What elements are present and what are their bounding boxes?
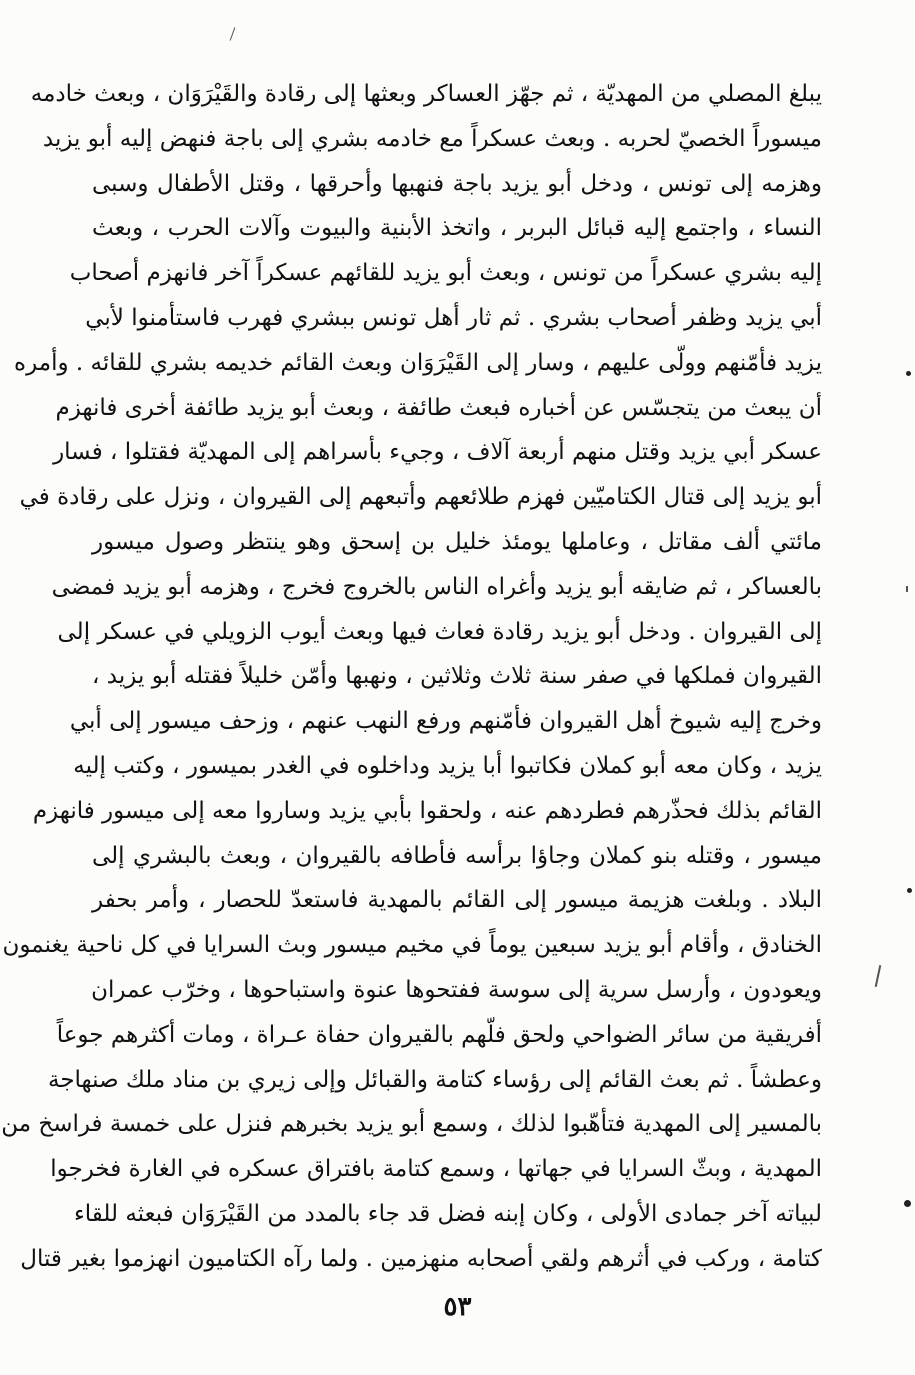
text-line-11: مائتي ألف مقاتل ، وعاملها يومئذ خليل بن إسحق وهو ينتظر وصول ميسور xyxy=(92,528,822,555)
text-line-26: لبياته آخر جمادى الأولى ، وكان إبنه فضل قد جاء بالمدد من القَيْرَوَان فبعثه للقاء xyxy=(73,1200,822,1227)
text-line-1: يبلغ المصلي من المهديّة ، ثم جهّز العساكر وبعثها إلى رقادة والقَيْرَوَان ، وبعث خادمه xyxy=(30,81,822,107)
text-line-20: الخنادق ، وأقام أبو يزيد سبعين يوماً في مخيم ميسور وبث السرايا في كل ناحية يغنمون xyxy=(2,932,822,959)
text-line-8: أن يبعث من يتجسّس عن أخباره فبعث طائفة ، وبعث أبو يزيد طائفة أخرى فانهزم xyxy=(55,394,822,421)
text-line-12: بالعساكر ، ثم ضايقه أبو يزيد وأغراه الناس بالخروج فخرج ، وهزمه أبو يزيد فمضى xyxy=(51,573,822,600)
text-line-2: ميسوراً الخصيّ لحربه . وبعث عسكراً مع خادمه بشري إلى باجة فنهض إليه أبو يزيد xyxy=(42,125,822,152)
text-line-23: وعطشاً . ثم بعث القائم إلى رؤساء كتامة والقبائل وإلى زيري بن مناد ملك صنهاجة xyxy=(47,1066,822,1093)
margin-speck-mark xyxy=(230,27,236,40)
text-line-13: إلى القيروان . ودخل أبو يزيد رقادة فعاث فيها وبعث أيوب الزويلي في عسكر إلى xyxy=(57,618,822,645)
text-line-4: النساء ، واجتمع إليه قبائل البربر ، واتخذ الأبنية والبيوت وآلات الحرب ، وبعث xyxy=(92,215,822,242)
text-line-21: ويعودون ، وأرسل سرية إلى سوسة ففتحوها عنوة واستباحوها ، وخرّب عمران xyxy=(91,976,822,1003)
margin-dot-mark xyxy=(904,1200,911,1207)
body-text xyxy=(1,72,823,1282)
margin-speck-mark xyxy=(875,965,882,987)
text-line-3: وهزمه إلى تونس ، ودخل أبو يزيد باجة فنهبها وأحرقها ، وقتل الأطفال وسبى xyxy=(92,170,823,197)
text-line-14: القيروان فملكها في صفر سنة ثلاث وثلاثين ، ونهبها وأمّن خليلاً فقتله أبو يزيد ، xyxy=(92,663,822,690)
text-line-24: بالمسير إلى المهدية فتأهّبوا لذلك ، وسمع أبو يزيد بخبرهم فنزل على خمسة فراسخ من xyxy=(1,1111,822,1138)
text-line-9: عسكر أبي يزيد وقتل منهم أربعة آلاف ، وجيء بأسراهم إلى المهديّة فقتلوا ، فسار xyxy=(53,439,822,466)
text-line-6: أبي يزيد وظفر أصحاب بشري . ثم ثار أهل تونس ببشري فهرب فاستأمنوا لأبي xyxy=(85,304,822,331)
text-line-25: المهدية ، وبثّ السرايا في جهاتها ، وسمع كتامة بافتراق عسكره في الغارة فخرجوا xyxy=(50,1156,822,1183)
text-line-19: البلاد . وبلغت هزيمة ميسور إلى القائم بالمهدية فاستعدّ للحصار ، وأمر بحفر xyxy=(92,887,822,914)
text-line-17: القائم بذلك فحذّرهم فطردهم عنه ، ولحقوا بأبي يزيد وساروا معه إلى ميسور فانهزم xyxy=(32,797,822,824)
text-line-10: أبو يزيد إلى قتال الكتاميّين فهزم طلائعهم وأتبعهم إلى القيروان ، ونزل على رقادة في xyxy=(19,484,822,511)
text-line-16: يزيد ، وكان معه أبو كملان فكاتبوا أبا يزيد وداخلوه في الغدر بميسور ، وكتب إليه xyxy=(73,752,822,779)
text-line-18: ميسور ، وقتله بنو كملان وجاؤا برأسه فأطافه بالقيروان ، وبعث بالبشري إلى xyxy=(92,842,822,869)
text-line-5: إليه بشري عسكراً من تونس ، وبعث أبو يزيد للقائهم عسكراً آخر فانهزم أصحاب xyxy=(69,260,822,287)
margin-dot-mark xyxy=(906,371,911,376)
text-line-27: كتامة ، وركب في أثرهم ولقي أصحابه منهزمين . ولما رآه الكتاميون انهزموا بغير قتال xyxy=(20,1245,822,1272)
page-number: ٥٣ xyxy=(443,1292,472,1322)
text-line-22: أفريقية من سائر الضواحي ولحق فلّهم بالقيروان حفاة عـراة ، ومات أكثرهم جوعاً xyxy=(56,1021,822,1048)
text-line-15: وخرج إليه شيوخ أهل القيروان فأمّنهم ورفع النهب عنهم ، وزحف ميسور إلى أبي xyxy=(69,708,822,735)
margin-dot-mark xyxy=(907,888,912,893)
margin-speck-mark xyxy=(906,586,908,592)
text-line-7: يزيد فأمّنهم وولّى عليهم ، وسار إلى القَيْرَوَان وبعث القائم خديمه بشري للقائه . وأمره xyxy=(14,349,822,376)
